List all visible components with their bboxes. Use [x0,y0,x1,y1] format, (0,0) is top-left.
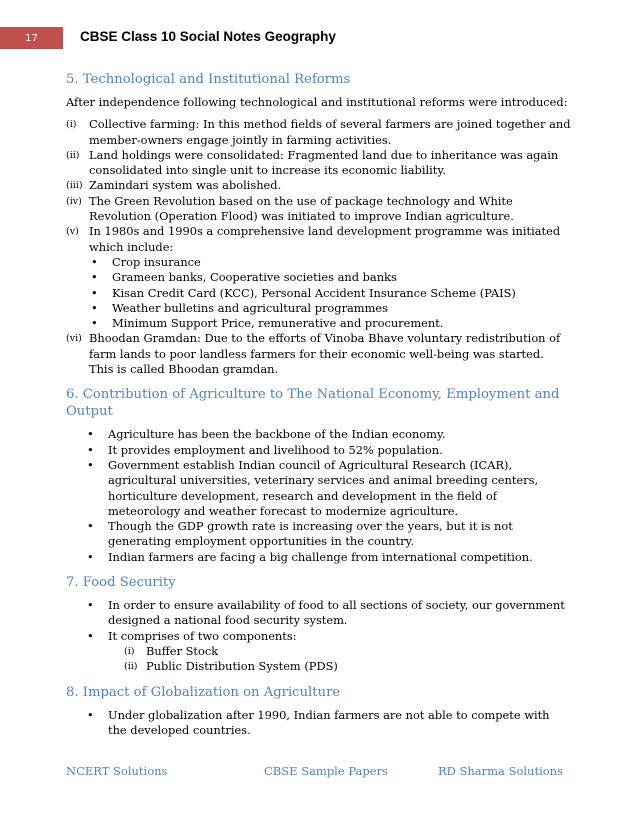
list-item: • Though the GDP growth rate is increasing over the years, but it is not generating employment opportunities in the country. [66,519,571,550]
document-title: CBSE Class 10 Social Notes Geography [80,29,336,44]
page-footer [66,764,563,780]
list-item: (i) Collective farming: In this method fields of several farmers are joined together and member-owners engage jointly in farming activities. [66,117,571,147]
list-item: (vi) Bhoodan Gramdan: Due to the efforts of Vinoba Bhave voluntary redistribution of farm lands to poor landless farmers for their economic well-being was started. This is called Bhoodan gramdan. [66,331,561,377]
list-item: • Under globalization after 1990, Indian farmers are not able to compete with the developed countries. [66,708,571,739]
cbse-sample-papers-link[interactable]: CBSE Sample Papers [264,764,388,778]
list-item: • In order to ensure availability of food to all sections of society, our government designed a national food security system. [66,598,571,629]
food-security-components [66,644,571,675]
list-item: (v) In 1980s and 1990s a comprehensive land development programme was initiated which include: • Crop insurance • Grameen banks, Cooperative societies and banks • Kisan Credit Card (KCC), Personal Accident Insurance Scheme (PAIS) • Weather bulletins and agricultural programmes • Minimum Support Price, remunerative and procurement. [66,224,571,331]
list-item: • It provides employment and livelihood to 52% population. [66,443,571,458]
programme-sublist [89,255,571,331]
section-5-intro: After independence following technological and institutional reforms were introduced: [66,95,568,109]
list-item: • Crop insurance [89,255,571,270]
section-6-bullets [66,427,571,565]
section-7-bullets [66,598,571,644]
list-item: • Indian farmers are facing a big challenge from international competition. [66,550,571,565]
list-item: • Kisan Credit Card (KCC), Personal Accident Insurance Scheme (PAIS) [89,286,571,301]
page-content [66,71,571,738]
rd-sharma-solutions-link[interactable]: RD Sharma Solutions [437,764,563,778]
list-item: (ii) Land holdings were consolidated: Fragmented land due to inheritance was again consolidated into single unit to increase its economic liability. [66,147,559,178]
list-item: (ii) Public Distribution System (PDS) [124,659,338,674]
list-item: • Weather bulletins and agricultural programmes [89,301,571,316]
ncert-solutions-link[interactable]: NCERT Solutions [66,764,168,778]
page-number: 17 [0,27,63,49]
reforms-list [66,117,571,377]
section-8-heading: 8. Impact of Globalization on Agriculture [66,684,341,700]
list-item: (i) Buffer Stock [124,643,219,658]
list-item: • Grameen banks, Cooperative societies and banks [89,270,571,285]
list-item: • Minimum Support Price, remunerative and procurement. [89,316,571,331]
section-6-heading: 6. Contribution of Agriculture to The National Economy, Employment and Output [66,387,560,420]
list-item: • Agriculture has been the backbone of the Indian economy. [66,427,571,442]
section-8-bullets [66,708,571,739]
list-item: • Government establish Indian council of Agricultural Research (ICAR), agricultural universities, veterinary services and animal breeding centers, horticulture development, research and development in the field of meteorology and weather forecast to modernize agriculture. [66,458,571,519]
page-header [0,27,638,49]
section-7-heading: 7. Food Security [66,575,176,591]
list-item: • It comprises of two components: [66,629,571,644]
section-5-heading: 5. Technological and Institutional Reforms [66,72,351,87]
list-item: (iv) The Green Revolution based on the use of package technology and White Revolution (Operation Flood) was initiated to improve Indian agriculture. [66,193,514,224]
list-item: (iii) Zamindari system was abolished. [66,178,282,193]
